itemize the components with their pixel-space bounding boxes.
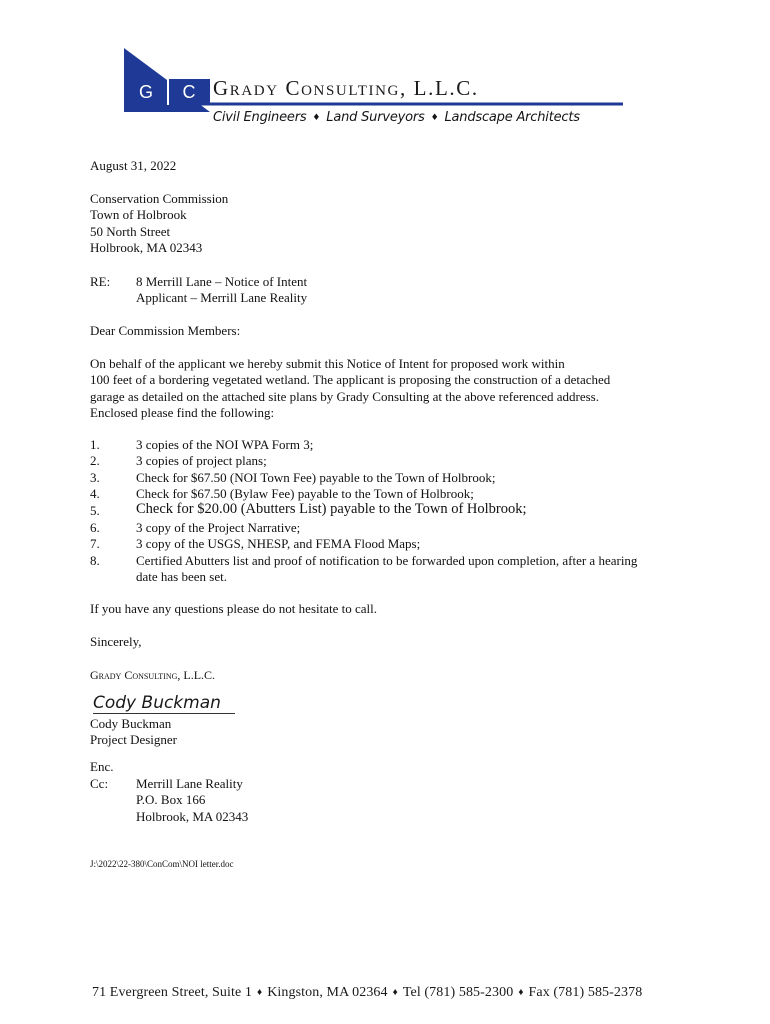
list-number: 5. [90, 503, 100, 518]
list-item: Certified Abutters list and proof of notification to be forwarded upon completion, after a hearing [136, 553, 638, 568]
diamond-separator-icon: ♦ [312, 113, 321, 123]
signer-title: Project Designer [90, 732, 178, 747]
list-item: Check for $67.50 (NOI Town Fee) payable to the Town of Holbrook; [136, 470, 496, 485]
list-item: 3 copy of the USGS, NHESP, and FEMA Flood Maps; [136, 536, 421, 551]
tagline-civil: Civil Engineers [213, 110, 307, 125]
list-number: 4. [90, 486, 100, 501]
logo-letter-c: C [182, 82, 196, 102]
salutation: Dear Commission Members: [90, 323, 241, 338]
signer-name: Cody Buckman [90, 716, 172, 731]
footer-fax: Fax (781) 585-2378 [528, 985, 643, 1000]
body-line: Enclosed please find the following: [90, 405, 275, 420]
cc-line: Holbrook, MA 02343 [136, 809, 249, 824]
list-number: 3. [90, 470, 100, 485]
cc-line: P.O. Box 166 [136, 792, 206, 807]
handwritten-signature: Cody Buckman [93, 693, 221, 713]
cc-line: Merrill Lane Reality [136, 776, 243, 791]
body-line: garage as detailed on the attached site plans by Grady Consulting at the above referenced address. [90, 389, 599, 404]
letter-date: August 31, 2022 [90, 158, 177, 173]
logo-letter-g: G [138, 82, 154, 102]
diamond-separator-icon: ♦ [518, 987, 524, 998]
enclosure-label: Enc. [90, 759, 114, 774]
body-line: On behalf of the applicant we hereby submit this Notice of Intent for proposed work within [90, 356, 565, 371]
file-path: J:\2022\22-380\ConCom\NOI letter.doc [90, 859, 234, 869]
list-item-continuation: date has been set. [136, 569, 227, 584]
list-number: 7. [90, 536, 100, 551]
diamond-separator-icon: ♦ [257, 987, 263, 998]
list-item: Check for $67.50 (Bylaw Fee) payable to the Town of Holbrook; [136, 486, 474, 501]
list-number: 2. [90, 453, 100, 468]
footer-address [92, 985, 642, 1001]
re-line: Applicant – Merrill Lane Reality [136, 290, 308, 305]
list-number: 1. [90, 437, 100, 452]
list-item: 3 copy of the Project Narrative; [136, 520, 301, 535]
diamond-separator-icon: ♦ [430, 113, 439, 123]
list-number: 8. [90, 553, 100, 568]
company-signature: Grady Consulting, L.L.C. [90, 668, 216, 682]
cc-label: Cc: [90, 776, 109, 791]
re-label: RE: [90, 274, 111, 289]
recipient-line: Conservation Commission [90, 191, 229, 206]
recipient-line: 50 North Street [90, 224, 171, 239]
re-line: 8 Merrill Lane – Notice of Intent [136, 274, 308, 289]
body-line: 100 feet of a bordering vegetated wetland. The applicant is proposing the construction of a detached [90, 372, 611, 387]
list-item: 3 copies of project plans; [136, 453, 267, 468]
list-item: Check for $20.00 (Abutters List) payable to the Town of Holbrook; [136, 501, 527, 517]
footer-city: Kingston, MA 02364 [267, 985, 388, 1000]
diamond-separator-icon: ♦ [392, 987, 398, 998]
list-number: 6. [90, 520, 100, 535]
tagline-landscape: Landscape Architects [444, 110, 580, 125]
list-item: 3 copies of the NOI WPA Form 3; [136, 437, 314, 452]
company-name: Grady Consulting, L.L.C. [213, 76, 479, 100]
company-tagline [213, 110, 580, 125]
footer-street: 71 Evergreen Street, Suite 1 [92, 985, 252, 1000]
sign-off: Sincerely, [90, 634, 142, 649]
tagline-surveyors: Land Surveyors [326, 110, 425, 125]
recipient-line: Holbrook, MA 02343 [90, 240, 203, 255]
footer-tel: Tel (781) 585-2300 [402, 985, 514, 1000]
signature-line [93, 713, 235, 714]
closing-line: If you have any questions please do not hesitate to call. [90, 601, 378, 616]
recipient-line: Town of Holbrook [90, 207, 187, 222]
